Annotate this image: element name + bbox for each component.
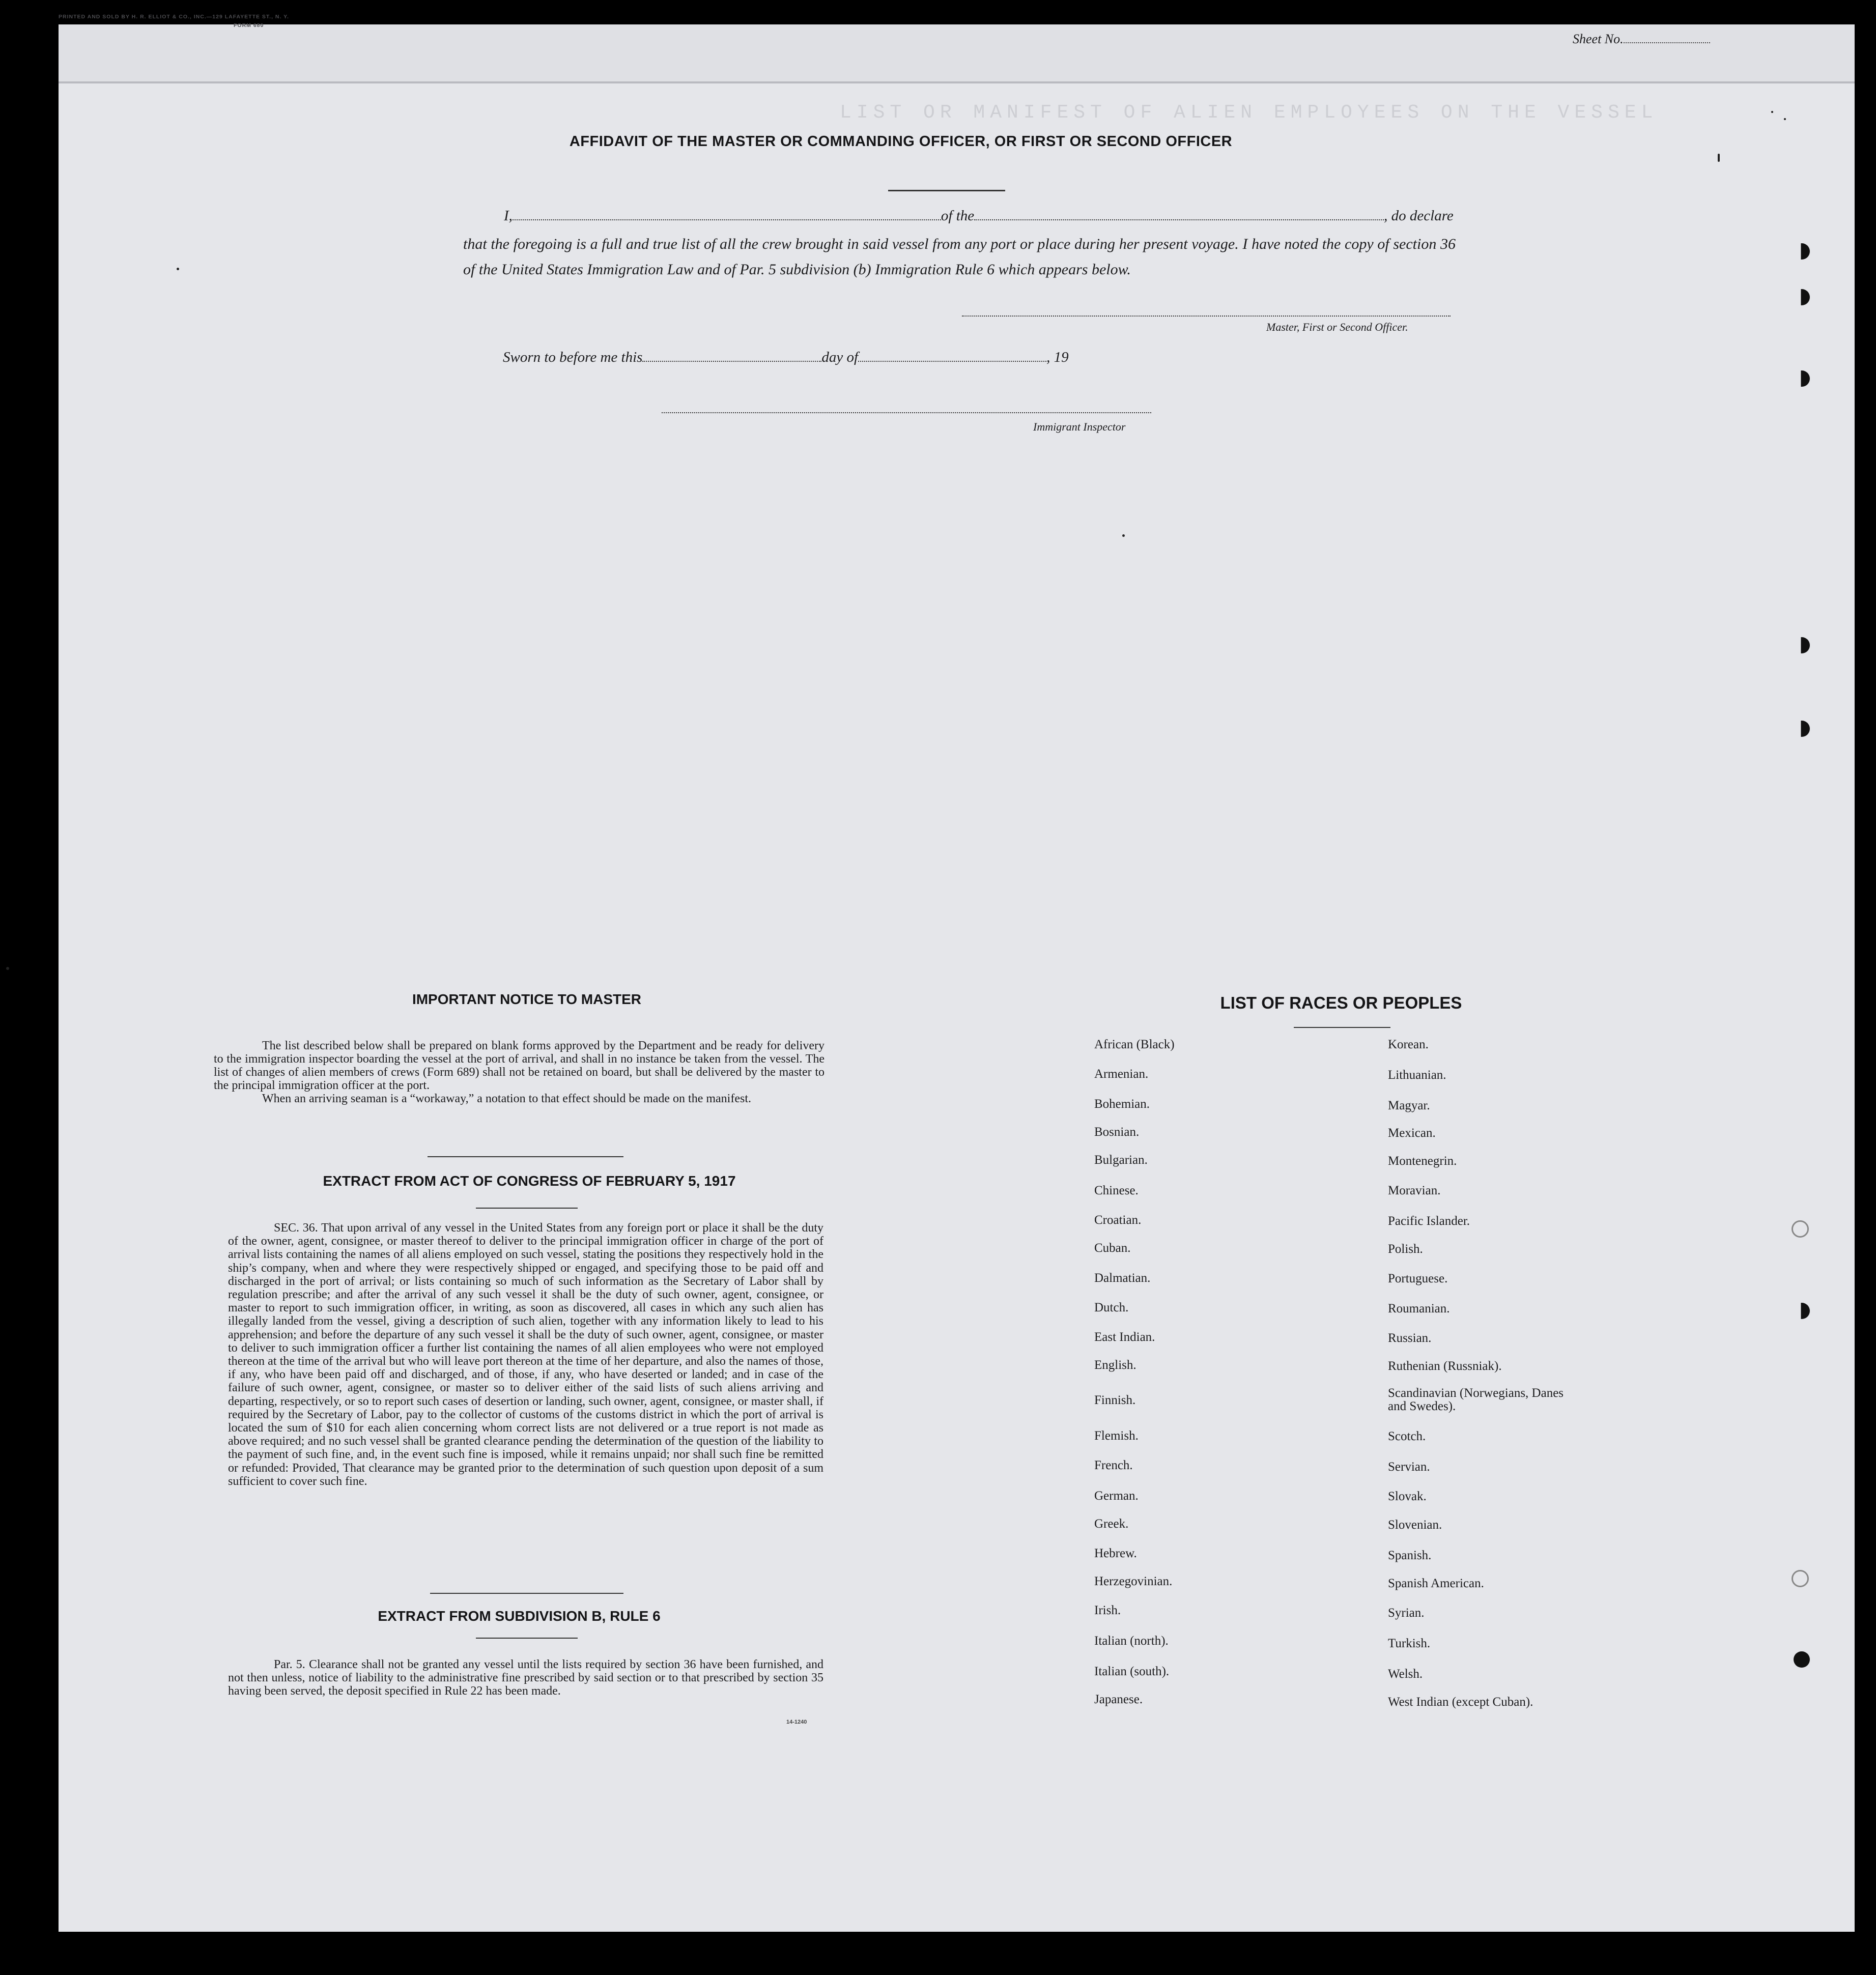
sworn-year-label: , 19 — [1046, 349, 1069, 365]
affidavit-statement: that the foregoing is a full and true list of all the crew brought in said vessel from any port or place during her present voyage. I have noted the copy of section 36 of the United States Immigration Law and of Par. 5 subdivision (b) Immigration Rule 6 which appears below. — [463, 236, 1456, 278]
sheet-number-field[interactable] — [1624, 42, 1710, 43]
race-item: Roumanian. — [1388, 1302, 1450, 1315]
declare-label: , do declare — [1384, 208, 1454, 224]
notice-body — [214, 1039, 825, 1105]
officer-signature-field[interactable] — [962, 304, 1451, 317]
sworn-line — [503, 349, 1069, 366]
race-item: Bohemian. — [1094, 1097, 1150, 1111]
vessel-label: of the — [941, 208, 975, 224]
race-item: Irish. — [1094, 1604, 1121, 1617]
printer-imprint — [59, 13, 476, 30]
printer-line: PRINTED AND SOLD BY H. R. ELLIOT & CO., INC.—129 LAFAYETTE ST., N. Y. — [59, 14, 289, 20]
officer-signature-caption: Master, First or Second Officer. — [1266, 321, 1408, 333]
speck — [1771, 111, 1773, 113]
race-item: Armenian. — [1094, 1067, 1149, 1081]
inspector-signature-field[interactable] — [662, 401, 1151, 413]
binder-hole — [1794, 370, 1810, 387]
race-item: Croatian. — [1094, 1213, 1142, 1227]
race-item: Magyar. — [1388, 1099, 1430, 1112]
speck — [1784, 118, 1786, 120]
race-item: Greek. — [1094, 1517, 1129, 1531]
race-item: Ruthenian (Russniak). — [1388, 1359, 1502, 1373]
extract-act-body: SEC. 36. That upon arrival of any vessel in the United States from any foreign port or place it shall be the duty of the owner, agent, consignee, or master thereof to deliver to the principal immigration officer in charge of the port of arrival lists containing the names of all aliens employed on such vessel, stating the positions they respectively hold in the ship’s company, when and where they were respectively shipped or engaged, and specifying those to be paid off and discharged in the port of arrival; or lists containing so much of such information as the Secretary of Labor shall by regulation prescribe; and after the arrival of any such vessel it shall be the duty of such owner, agent, consignee, or master to report to such immigration officer, in writing, as soon as discovered, all cases in which any such alien has illegally landed from the vessel, giving a description of such alien, together with any information likely to lead to his apprehension; and before the departure of any such vessel it shall be the duty of such owner, agent, consignee, or master to deliver to such immigration officer a further list containing the names of all alien employees who were not employed thereon at the time of the arrival but who will leave port thereon at the time of her departure, and also the names of those, if any, who have been paid off and discharged, and of those, if any, who have deserted or landed; and in case of the failure of such owner, agent, consignee, or master so to deliver either of the said lists of such aliens arriving and departing, respectively, or so to report such cases of desertion or landing, such owner, agent, consignee, or master shall, if required by the Secretary of Labor, pay to the collector of customs of the customs district in which the port of arrival is located the sum of $10 for each alien concerning whom correct lists are not delivered or a true report is not made as above required; and no such vessel shall be granted clearance pending the determination of the question of the liability to the payment of such fine, and, in the event such fine is imposed, while it remains unpaid; nor shall such fine be remitted or refunded: Provided, That clearance may be granted prior to the determination of such question upon deposit of a sum sufficient to cover such fine. — [228, 1221, 823, 1488]
race-item: Spanish American. — [1388, 1577, 1484, 1590]
race-item: French. — [1094, 1458, 1133, 1472]
race-item: Flemish. — [1094, 1429, 1139, 1443]
race-item: Syrian. — [1388, 1606, 1425, 1620]
form-number: FORM 680 — [234, 22, 264, 28]
race-item: Dalmatian. — [1094, 1271, 1151, 1285]
race-item: Japanese. — [1094, 1693, 1143, 1706]
speck — [1718, 154, 1720, 162]
race-item: Pacific Islander. — [1388, 1214, 1470, 1228]
speck — [6, 967, 9, 970]
race-item: Montenegrin. — [1388, 1154, 1457, 1168]
race-item: Polish. — [1388, 1242, 1423, 1256]
race-item: African (Black) — [1094, 1038, 1175, 1051]
affidavit-declarant-line — [504, 208, 1454, 224]
sheet-number-label: Sheet No. — [1573, 32, 1624, 46]
race-item: Hebrew. — [1094, 1547, 1137, 1560]
document-sheet — [59, 24, 1855, 1932]
race-item: East Indian. — [1094, 1330, 1155, 1344]
race-item: Italian (north). — [1094, 1634, 1169, 1648]
notice-paragraph-1: The list described below shall be prepared on blank forms approved by the Department and be ready for delivery to the immigration inspector boarding the vessel at the port of arrival, and shall in no instance be taken from the vessel. The list of changes of alien members of crews (Form 689) shall not be retained on board, but shall be delivered by the master to the principal immigration officer at the port. — [214, 1039, 825, 1092]
notice-paragraph-2: When an arriving seaman is a “workaway,” a notation to that effect should be made on the manifest. — [262, 1092, 751, 1105]
extract-rule-underline — [476, 1638, 578, 1639]
extract-act-rule — [476, 1208, 578, 1209]
race-item: Italian (south). — [1094, 1665, 1170, 1678]
race-item: Russian. — [1388, 1331, 1432, 1345]
binder-hole — [1794, 243, 1810, 260]
binder-hole — [1794, 637, 1810, 653]
notice-title: IMPORTANT NOTICE TO MASTER — [412, 991, 642, 1007]
race-item: Finnish. — [1094, 1393, 1136, 1407]
notice-divider — [428, 1156, 623, 1157]
affidavit-title: AFFIDAVIT OF THE MASTER OR COMMANDING OFFICER, OR FIRST OR SECOND OFFICER — [569, 133, 1233, 150]
race-item: Servian. — [1388, 1460, 1430, 1474]
race-item: Portuguese. — [1388, 1272, 1448, 1285]
races-title-rule — [1294, 1027, 1390, 1028]
binder-hole — [1792, 1220, 1809, 1238]
extract-rule-body: Par. 5. Clearance shall not be granted any vessel until the lists required by section 36 have been furnished, and not then unless, notice of liability to the administrative fine prescribed by said section or to that prescribed by section 35 having been served, the deposit specified in Rule 22 has been made. — [228, 1658, 823, 1698]
speck — [1122, 534, 1125, 537]
affidavit-title-rule — [888, 190, 1005, 191]
form-code: 14-1240 — [786, 1719, 807, 1725]
race-item: English. — [1094, 1358, 1136, 1372]
sworn-day-field[interactable] — [642, 350, 821, 362]
race-item: Welsh. — [1388, 1667, 1423, 1681]
binder-hole — [1794, 721, 1810, 737]
declarant-name-field[interactable] — [513, 208, 941, 220]
race-item: German. — [1094, 1489, 1139, 1503]
binder-hole — [1794, 1651, 1810, 1668]
bleed-through-text: LIST OR MANIFEST OF ALIEN EMPLOYEES ON THE VESSEL — [840, 102, 1658, 124]
race-item: Scotch. — [1388, 1429, 1426, 1443]
race-item: Korean. — [1388, 1038, 1429, 1051]
race-item: Mexican. — [1388, 1126, 1436, 1140]
race-item: Spanish. — [1388, 1549, 1432, 1562]
race-item: Lithuanian. — [1388, 1068, 1446, 1082]
inspector-caption: Immigrant Inspector — [1033, 420, 1126, 433]
vessel-name-field[interactable] — [974, 208, 1384, 220]
race-item: Bosnian. — [1094, 1125, 1140, 1139]
races-title: LIST OF RACES OR PEOPLES — [1220, 993, 1462, 1012]
sworn-month-field[interactable] — [858, 350, 1046, 362]
extract-divider — [430, 1593, 623, 1594]
race-item: West Indian (except Cuban). — [1388, 1695, 1533, 1709]
sheet-number — [1573, 32, 1710, 47]
binder-hole — [1794, 289, 1810, 305]
binder-hole — [1794, 1303, 1810, 1319]
race-item: Scandinavian (Norwegians, Danes and Swedes). — [1388, 1386, 1564, 1413]
race-item: Turkish. — [1388, 1637, 1431, 1650]
race-item: Bulgarian. — [1094, 1153, 1148, 1167]
race-item: Slovak. — [1388, 1490, 1427, 1503]
binder-hole — [1792, 1570, 1809, 1587]
race-item: Dutch. — [1094, 1301, 1129, 1314]
race-item: Slovenian. — [1388, 1518, 1442, 1532]
day-of-label: day of — [821, 349, 859, 365]
speck — [177, 268, 179, 270]
race-item: Chinese. — [1094, 1184, 1139, 1197]
race-item: Moravian. — [1388, 1184, 1441, 1197]
race-item: Herzegovinian. — [1094, 1575, 1173, 1588]
sworn-label: Sworn to before me this — [503, 349, 643, 365]
race-item: Cuban. — [1094, 1241, 1131, 1255]
extract-rule-title: EXTRACT FROM SUBDIVISION B, RULE 6 — [378, 1608, 661, 1624]
declarant-label: I, — [504, 208, 513, 224]
extract-act-title: EXTRACT FROM ACT OF CONGRESS OF FEBRUARY 5, 1917 — [323, 1173, 736, 1189]
